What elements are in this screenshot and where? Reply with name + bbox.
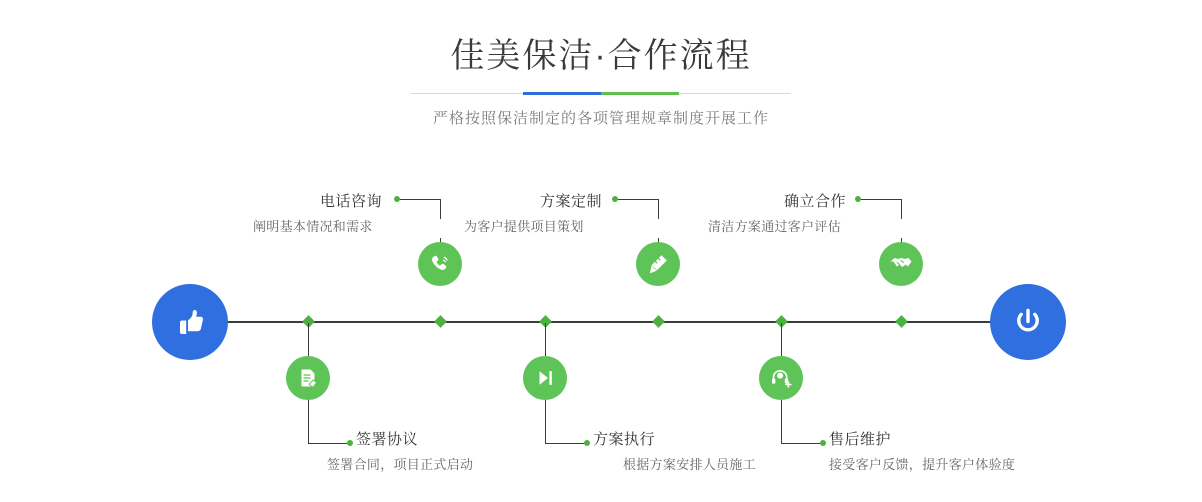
connector-tip-1 [394, 196, 400, 202]
connector-tip-2 [347, 440, 353, 446]
page-header [0, 34, 1202, 128]
connector-stem-4 [545, 323, 546, 356]
timeline-end-badge [990, 284, 1066, 360]
connector-stem-6 [781, 323, 782, 356]
connector-stem-6b [781, 400, 782, 443]
page-subtitle: 严格按照保洁制定的各项管理规章制度开展工作 [432, 110, 769, 127]
connector-arm-4 [545, 443, 587, 444]
step-desc-6: 接受客户反馈，提升客户体验度 [829, 457, 1016, 472]
connector-stem-3b [658, 199, 659, 219]
step-desc-5: 清洁方案通过客户评估 [708, 219, 842, 234]
timeline-start-badge [152, 284, 228, 360]
headset-add-icon [769, 366, 793, 390]
power-icon [1009, 303, 1047, 341]
connector-stem-4b [545, 400, 546, 443]
step-label-4: 方案执行 [593, 431, 656, 448]
timeline-node-5 [895, 315, 908, 328]
step-label-5: 确立合作 [784, 193, 847, 210]
thumbs-up-icon [172, 304, 208, 340]
step-label-3: 方案定制 [540, 193, 603, 210]
pen-ruler-icon [646, 252, 670, 276]
connector-stem-5b [901, 199, 902, 219]
step-icon-3[interactable] [636, 242, 680, 286]
handshake-icon [888, 251, 914, 277]
step-icon-2[interactable] [286, 356, 330, 400]
step-icon-1[interactable] [418, 242, 462, 286]
step-desc-2: 签署合同，项目正式启动 [327, 457, 474, 472]
title-divider [411, 92, 791, 95]
connector-arm-3 [616, 199, 659, 200]
connector-tip-4 [584, 440, 590, 446]
connector-stem-2 [308, 323, 309, 356]
connector-arm-6 [781, 443, 823, 444]
step-icon-6[interactable] [759, 356, 803, 400]
play-forward-icon [533, 366, 557, 390]
timeline-node-1 [434, 315, 447, 328]
step-icon-5[interactable] [879, 242, 923, 286]
connector-tip-5 [855, 196, 861, 202]
step-icon-4[interactable] [523, 356, 567, 400]
connector-stem-2b [308, 400, 309, 443]
step-label-6: 售后维护 [829, 431, 892, 448]
connector-arm-2 [308, 443, 350, 444]
step-desc-3: 为客户提供项目策划 [464, 219, 584, 234]
divider-accent-blue [523, 92, 601, 95]
document-edit-icon [296, 366, 320, 390]
step-desc-4: 根据方案安排人员施工 [623, 457, 757, 472]
connector-arm-5 [859, 199, 902, 200]
connector-tip-6 [820, 440, 826, 446]
divider-accent-green [601, 92, 679, 95]
page-title: 佳美保洁·合作流程 [450, 37, 752, 75]
connector-stem-1b [440, 199, 441, 219]
phone-ring-icon [428, 252, 452, 276]
step-desc-1: 阐明基本情况和需求 [253, 219, 373, 234]
connector-tip-3 [612, 196, 618, 202]
step-label-1: 电话咨询 [320, 193, 383, 210]
step-label-2: 签署协议 [356, 431, 419, 448]
connector-arm-1 [398, 199, 441, 200]
timeline-node-3 [652, 315, 665, 328]
